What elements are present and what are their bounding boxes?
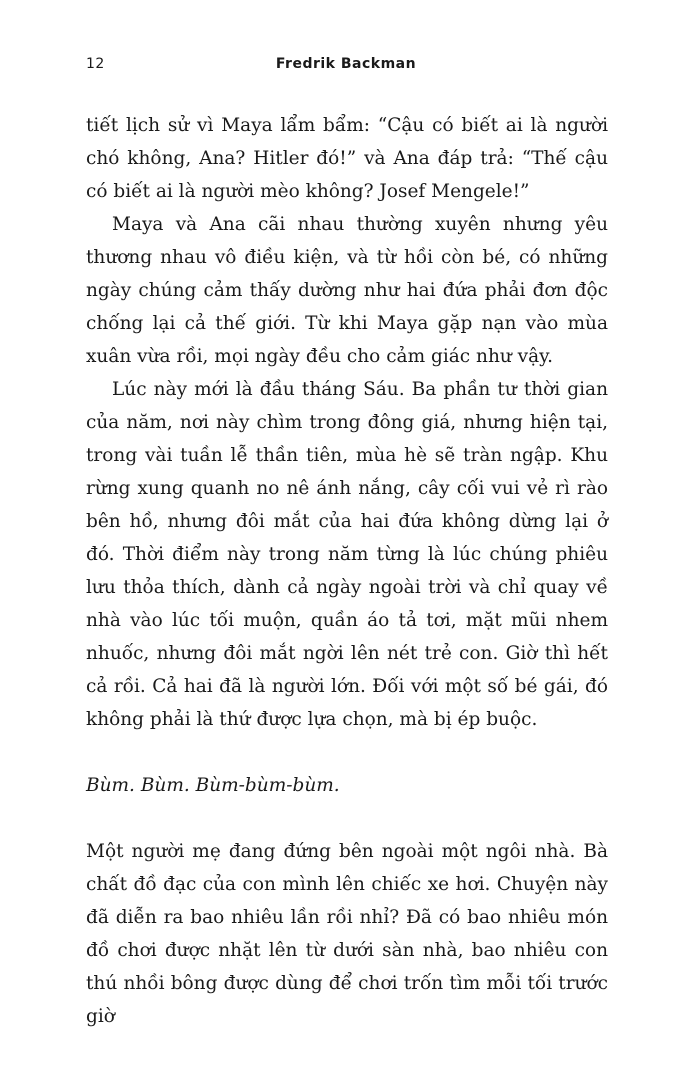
paragraph-continuation: tiết lịch sử vì Maya lẩm bẩm: “Cậu có biết ai là người chó không, Ana? Hitler đó!” và Ana đáp trả: “Thế cậu có biết ai là người mèo không? Josef Mengele!” — [86, 115, 608, 202]
page-header — [86, 56, 606, 78]
italic-sound-line: Bùm. Bùm. Bùm-bùm-bùm. — [86, 775, 340, 796]
body-text — [86, 109, 608, 1033]
paragraph: Maya và Ana cãi nhau thường xuyên nhưng yêu thương nhau vô điều kiện, và từ hồi còn bé, có những ngày chúng cảm thấy dường như hai đứa phải đơn độc chống lại cả thế giới. Từ khi Maya gặp nạn vào mùa xuân vừa rồi, mọi ngày đều cho cảm giác như vậy. — [86, 214, 608, 367]
paragraph: Một người mẹ đang đứng bên ngoài một ngôi nhà. Bà chất đồ đạc của con mình lên chiếc xe hơi. Chuyện này đã diễn ra bao nhiêu lần rồi nhỉ? Đã có bao nhiêu món đồ chơi được nhặt lên từ dưới sàn nhà, bao nhiêu con thú nhồi bông được dùng để chơi trốn tìm mỗi tối trước giờ — [86, 841, 608, 1027]
paragraph: Lúc này mới là đầu tháng Sáu. Ba phần tư thời gian của năm, nơi này chìm trong đông giá, nhưng hiện tại, trong vài tuần lễ thần tiên, mùa hè sẽ tràn ngập. Khu rừng xung quanh no nê ánh nắng, cây cối vui vẻ rì rào bên hồ, nhưng đôi mắt của hai đứa không dừng lại ở đó. Thời điểm này trong năm từng là lúc chúng phiêu lưu thỏa thích, dành cả ngày ngoài trời và chỉ quay về nhà vào lúc tối muộn, quần áo tả tơi, mặt mũi nhem nhuốc, nhưng đôi mắt ngời lên nét trẻ con. Giờ thì hết cả rồi. Cả hai đã là người lớn. Đối với một số bé gái, đó không phải là thứ được lựa chọn, mà bị ép buộc. — [86, 379, 608, 730]
running-head-author: Fredrik Backman — [275, 56, 417, 72]
page-number: 12 — [86, 56, 105, 72]
